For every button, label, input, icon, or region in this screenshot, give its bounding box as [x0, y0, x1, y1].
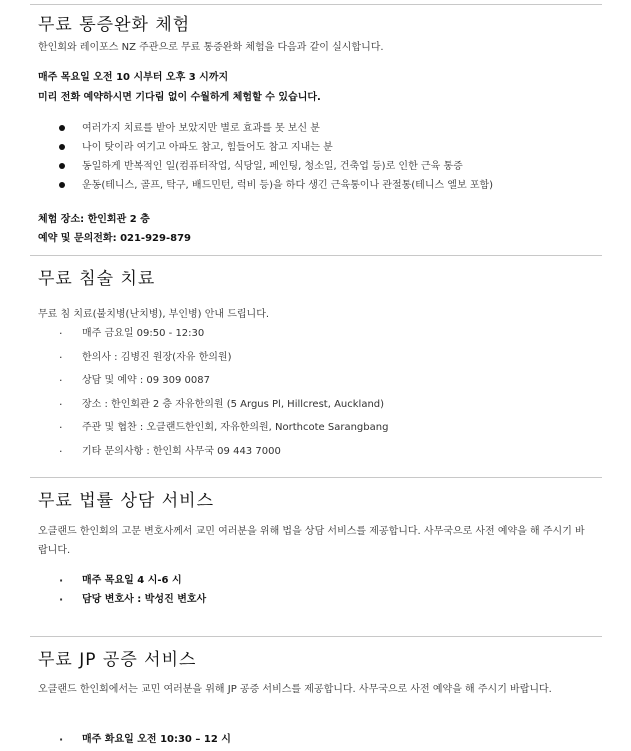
list-item: 동일하게 반복적인 일(컴퓨터작업, 식당일, 페인팅, 청소일, 건축업 등)로 인한 근육 통증	[54, 157, 493, 176]
target-list	[54, 119, 493, 195]
list-item: · 상담 및 예약 : 09 309 0087	[54, 374, 388, 398]
section-intro: 오클랜드 한인회의 고문 변호사께서 교민 여러분을 위해 법을 상담 서비스를 제공합니다. 사무국으로 사전 예약을 해 주시기 바랍니다.	[38, 526, 585, 556]
venue-text: 체험 장소: 한인회관 2 층	[38, 214, 150, 225]
jp-details	[54, 733, 231, 749]
list-item: · 장소 : 한인회관 2 층 자유한의원 (5 Argus Pl, Hillcrest, Auckland)	[54, 398, 388, 422]
list-item: · 매주 금요일 09:50 - 12:30	[54, 327, 388, 351]
section-title-legal: 무료 법률 상담 서비스	[38, 491, 215, 511]
list-item: 여러가지 치료를 받아 보았지만 별로 효과를 못 보신 분	[54, 119, 493, 138]
section-divider	[30, 477, 602, 478]
schedule-text: 매주 목요일 오전 10 시부터 오후 3 시까지	[38, 72, 229, 83]
list-item: · 기타 문의사항 : 한인회 사무국 09 443 7000	[54, 445, 388, 469]
section-intro: 한인회와 레이포스 NZ 주관으로 무료 통증완화 체험을 다음과 같이 실시합니다.	[38, 42, 384, 53]
list-item: 운동(테니스, 골프, 탁구, 배드민턴, 럭비 등)을 하다 생긴 근육통이나 관절통(테니스 엘보 포함)	[54, 176, 493, 195]
section-divider	[30, 4, 602, 5]
list-item: · 한의사 : 김병진 원장(자유 한의원)	[54, 351, 388, 375]
reservation-note: 미리 전화 예약하시면 기다림 없이 수월하게 체험할 수 있습니다.	[38, 92, 321, 103]
section-title-jp: 무료 JP 공증 서비스	[38, 650, 197, 670]
list-item: · 매주 목요일 4 시-6 시	[54, 574, 206, 593]
legal-details	[54, 574, 206, 612]
section-divider	[30, 255, 602, 256]
list-item: · 매주 화요일 오전 10:30 – 12 시	[54, 733, 231, 749]
section-intro: 무료 침 치료(불치병(난치병), 부인병) 안내 드립니다.	[38, 309, 270, 320]
section-title-acupuncture: 무료 침술 치료	[38, 269, 156, 289]
list-item: · 담당 변호사 : 박성진 변호사	[54, 593, 206, 612]
section-intro: 오클랜드 한인회에서는 교민 여러분을 위해 JP 공증 서비스를 제공합니다. 사무국으로 사전 예약을 해 주시기 바랍니다.	[38, 684, 552, 695]
list-item: · 주관 및 협찬 : 오클랜드한인회, 자유한의원, Northcote Sarangbang	[54, 421, 388, 445]
contact-text: 예약 및 문의전화: 021-929-879	[38, 233, 191, 244]
acupuncture-details	[54, 327, 388, 469]
section-title-pain-relief: 무료 통증완화 체험	[38, 15, 191, 35]
list-item: 나이 탓이라 여기고 아파도 참고, 힘들어도 참고 지내는 분	[54, 138, 493, 157]
section-divider	[30, 636, 602, 637]
